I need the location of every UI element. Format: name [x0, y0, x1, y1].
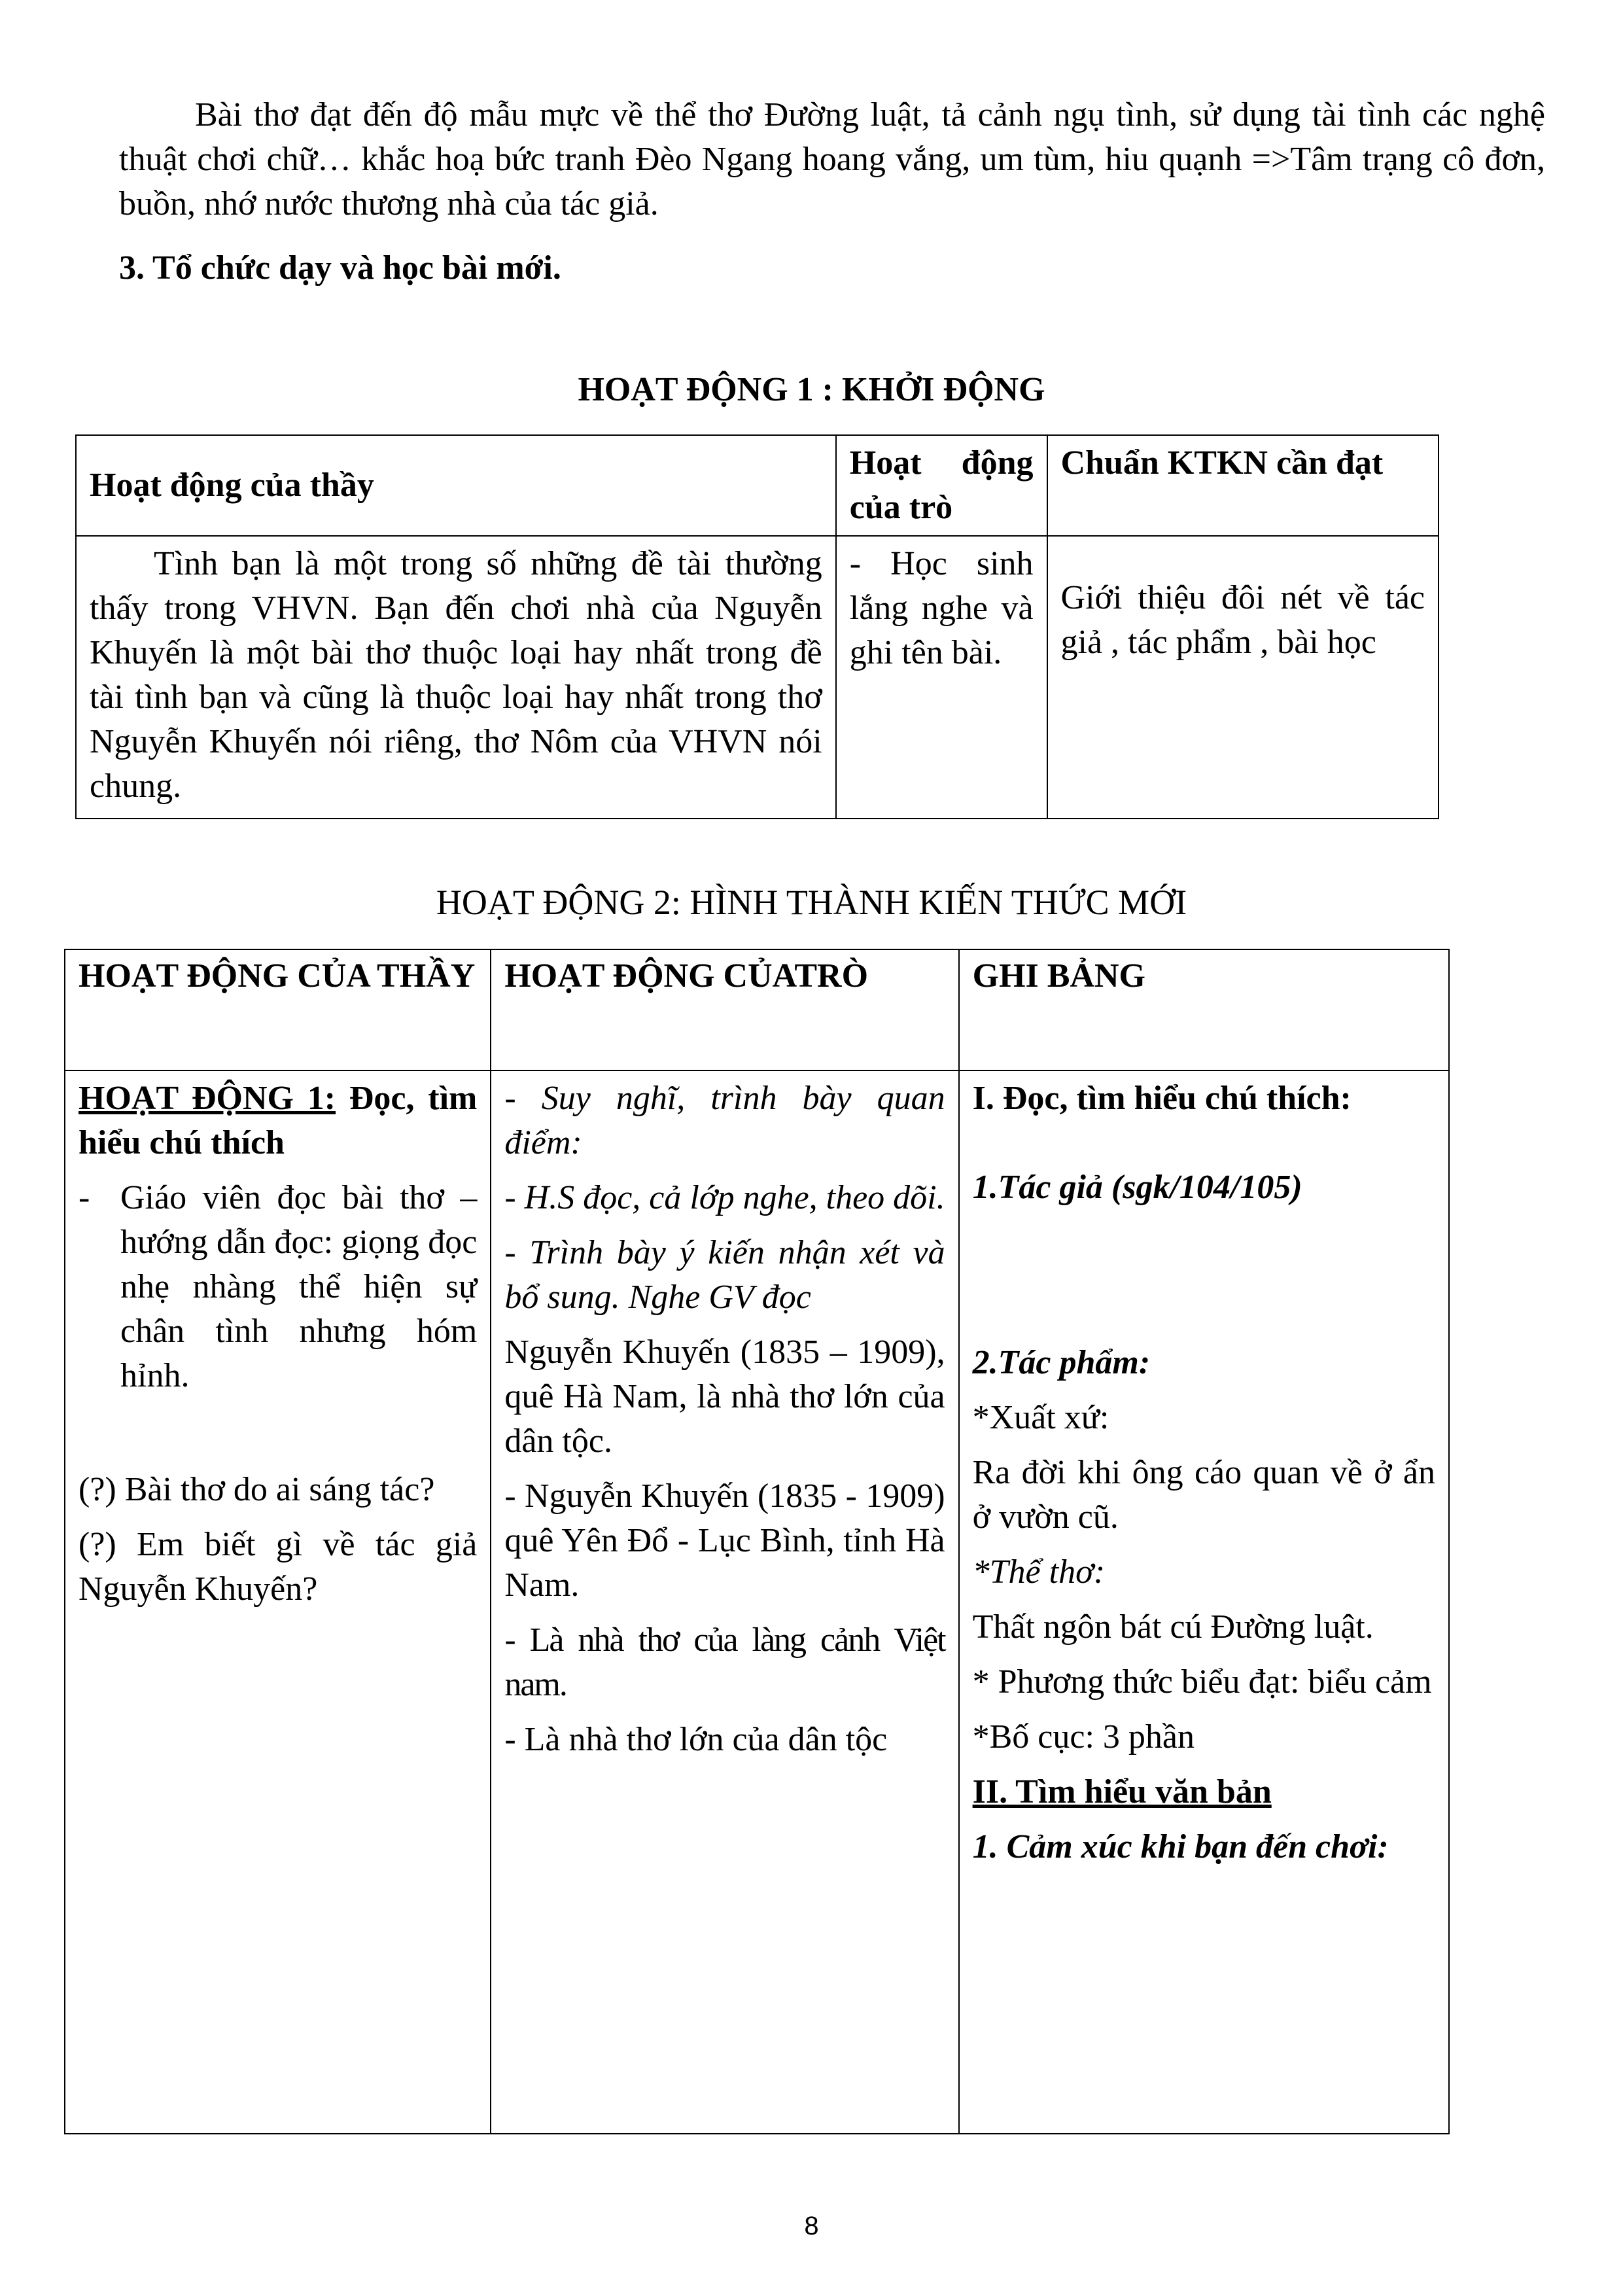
- teacher-heading: HOẠT ĐỘNG 1: Đọc, tìm hiểu chú thích: [79, 1080, 478, 1161]
- activity2-title: HOẠT ĐỘNG 2: HÌNH THÀNH KIẾN THỨC MỚI: [436, 883, 1187, 922]
- student-note-7: - Là nhà thơ lớn của dân tộc: [504, 1721, 888, 1758]
- activity2-table: [64, 949, 1450, 2134]
- board-origin-label: *Xuất xứ:: [972, 1399, 1109, 1436]
- intro-paragraph: Bài thơ đạt đến độ mẫu mực về thể thơ Đường luật, tả cảnh ngụ tình, sử dụng tài tình các nghệ thuật chơi chữ… khắc hoạ bức tranh Đèo Ngang hoang vắng, um tùm, hiu quạnh =>Tâm trạng cô đơn, buồn, nhớ nước thương nhà của tác giả.: [119, 96, 1545, 222]
- activity1-student-cell: - Học sinh lắng nghe và ghi tên bài.: [836, 536, 1047, 819]
- activity1-content-row: [76, 536, 1439, 819]
- header-standard: Chuẩn KTKN cần đạt: [1047, 435, 1439, 536]
- student-note-4: Nguyễn Khuyến (1835 – 1909), quê Hà Nam, là nhà thơ lớn của dân tộc.: [504, 1333, 945, 1460]
- student-note-5: - Nguyễn Khuyến (1835 - 1909) quê Yên Đổ - Lục Bình, tỉnh Hà Nam.: [504, 1477, 945, 1604]
- board-form-label: *Thể thơ:: [972, 1553, 1106, 1591]
- teacher-question-1: (?) Bài thơ do ai sáng tác?: [79, 1471, 435, 1508]
- intro-section: [119, 93, 1545, 226]
- header-student: Hoạt động của trò: [836, 435, 1047, 536]
- activity2-header-student: HOẠT ĐỘNG CỦATRÒ: [491, 949, 958, 1070]
- activity1-table: [75, 434, 1439, 819]
- teacher-item-1: [79, 1176, 477, 1398]
- student-note-2: - H.S đọc, cả lớp nghe, theo dõi.: [504, 1179, 945, 1216]
- activity1-standard-cell: Giới thiệu đôi nét về tác giả , tác phẩm , bài học: [1047, 536, 1439, 819]
- activity2-header-teacher: [65, 949, 491, 1070]
- activity1-teacher-cell: Tình bạn là một trong số những đề tài thường thấy trong VHVN. Bạn đến chơi nhà của Nguyễn Khuyến là một bài thơ thuộc loại hay nhất trong đề tài tình bạn và cũng là thuộc loại hay nhất trong thơ Nguyễn Khuyến nói riêng, thơ Nôm của VHVN nói chung.: [76, 536, 836, 819]
- board-expression: * Phương thức biểu đạt: biểu cảm: [972, 1663, 1432, 1701]
- student-note-3: - Trình bày ý kiến nhận xét và bổ sung. Nghe GV đọc: [504, 1234, 945, 1316]
- teacher-item-1-text: Giáo viên đọc bài thơ – hướng dẫn đọc: giọng đọc nhẹ nhàng thể hiện sự chân tình nhưng hóm hỉnh.: [120, 1179, 478, 1394]
- activity1-header-row: [76, 435, 1439, 536]
- activity2-board-cell: [959, 1070, 1449, 2134]
- activity2-student-cell: [491, 1070, 958, 2134]
- header-teacher-text: HOẠT ĐỘNG CỦA THẦY: [79, 957, 476, 995]
- board-emotion: 1. Cảm xúc khi bạn đến chơi:: [972, 1828, 1389, 1865]
- board-work: 2.Tác phẩm:: [972, 1344, 1151, 1381]
- activity2-content-row: [65, 1070, 1449, 2134]
- teacher-question-2: (?) Em biết gì về tác giả Nguyễn Khuyến?: [79, 1526, 478, 1608]
- board-origin-text: Ra đời khi ông cáo quan về ở ẩn ở vườn cũ.: [972, 1454, 1435, 1536]
- student-note-6: - Là nhà thơ của làng cảnh Việt nam.: [504, 1621, 945, 1703]
- board-layout: *Bố cục: 3 phần: [972, 1718, 1195, 1756]
- activity2-header-board: GHI BẢNG: [959, 949, 1449, 1070]
- board-heading-1: I. Đọc, tìm hiểu chú thích:: [972, 1080, 1352, 1117]
- activity2-header-row: [65, 949, 1449, 1070]
- student-note-1: - Suy nghĩ, trình bày quan điểm:: [504, 1080, 945, 1161]
- header-teacher: Hoạt động của thầy: [76, 435, 836, 536]
- activity1-title: HOẠT ĐỘNG 1 : KHỞI ĐỘNG: [578, 371, 1045, 408]
- page-number: 8: [804, 2212, 819, 2240]
- board-form-text: Thất ngôn bát cú Đường luật.: [972, 1608, 1374, 1646]
- activity2-teacher-cell: [65, 1070, 491, 2134]
- section-heading-3: 3. Tổ chức dạy và học bài mới.: [119, 249, 561, 287]
- bullet-dash: -: [79, 1179, 90, 1216]
- board-author: 1.Tác giả (sgk/104/105): [972, 1169, 1302, 1206]
- board-heading-2: II. Tìm hiểu văn bản: [972, 1773, 1272, 1810]
